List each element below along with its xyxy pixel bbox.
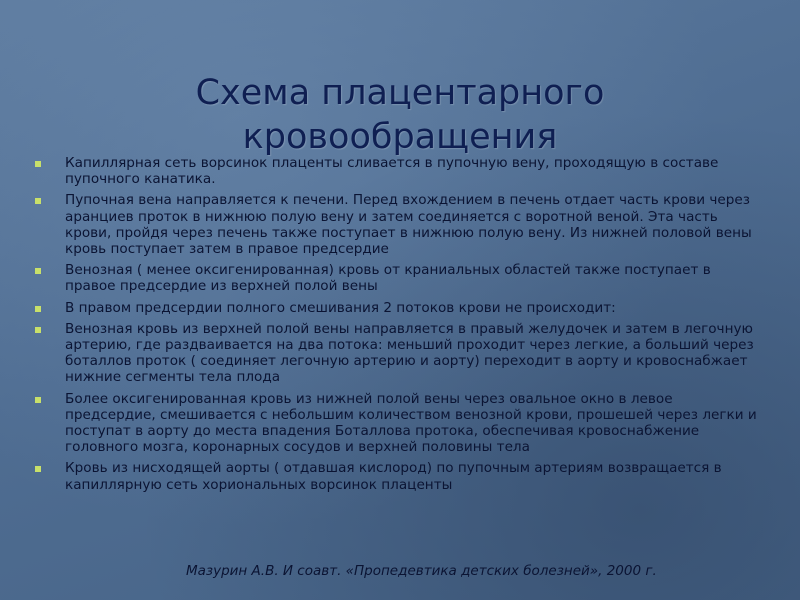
bullet-item-5 xyxy=(32,321,758,386)
bullet-text-2: Пупочная вена направляется к печени. Перед вхождением в печень отдает часть крови через аранциев проток в нижнюю полую вену и затем соединяется с воротной веной. Эта часть крови, пройдя через печень также поступает в нижнюю полую вену. Из нижней половой вены кровь поступает затем в правое предсердие xyxy=(65,192,752,258)
bullet-text-5: Венозная кровь из верхней полой вены направляется в правый желудочек и затем в легочную артерию, где раздваивается на два потока: меньший проходит через легкие, а больший через боталлов проток ( соединяет легочную артерию и аорту) переходит в аорту и кровоснабжает нижние сегменты тела плода xyxy=(65,320,754,386)
square-bullet-icon xyxy=(35,327,41,333)
square-bullet-icon xyxy=(35,161,41,167)
citation: Мазурин А.В. И соавт. «Пропедевтика детских болезней», 2000 г. xyxy=(186,563,657,579)
bullet-item-4 xyxy=(32,300,758,316)
bullet-text-7: Кровь из нисходящей аорты ( отдавшая кислород) по пупочным артериям возвращается в капиллярную сеть хориональных ворсинок плаценты xyxy=(65,460,722,493)
bullet-text-4: В правом предсердии полного смешивания 2 потоков крови не происходит: xyxy=(65,299,616,316)
square-bullet-icon xyxy=(35,397,41,403)
bullet-text-6: Более оксигенированная кровь из нижней полой вены через овальное окно в левое предсердие, смешивается с небольшим количеством венозной крови, прошешей через легки и поступат в аорту до места впадения Боталлова протока, обеспечивая кровоснабжение головного мозга, коронарных сосудов и верхней половины тела xyxy=(65,390,757,456)
bullet-item-3 xyxy=(32,262,758,294)
square-bullet-icon xyxy=(35,268,41,274)
bullet-text-1: Капиллярная сеть ворсинок плаценты сливается в пупочную вену, проходящую в составе пупочного канатика. xyxy=(65,155,719,188)
bullet-list xyxy=(32,155,758,498)
slide-title-line-2: кровообращения xyxy=(242,117,558,158)
bullet-item-6 xyxy=(32,391,758,456)
square-bullet-icon xyxy=(35,198,41,204)
bullet-item-2 xyxy=(32,192,758,257)
bullet-item-1 xyxy=(32,155,758,187)
square-bullet-icon xyxy=(35,306,41,312)
square-bullet-icon xyxy=(35,466,41,472)
slide-title-line-1: Схема плацентарного xyxy=(195,73,605,114)
bullet-text-3: Венозная ( менее оксигенированная) кровь от краниальных областей также поступает в правое предсердие из верхней полой вены xyxy=(65,262,711,295)
bullet-item-7 xyxy=(32,460,758,492)
slide-title xyxy=(0,71,800,159)
